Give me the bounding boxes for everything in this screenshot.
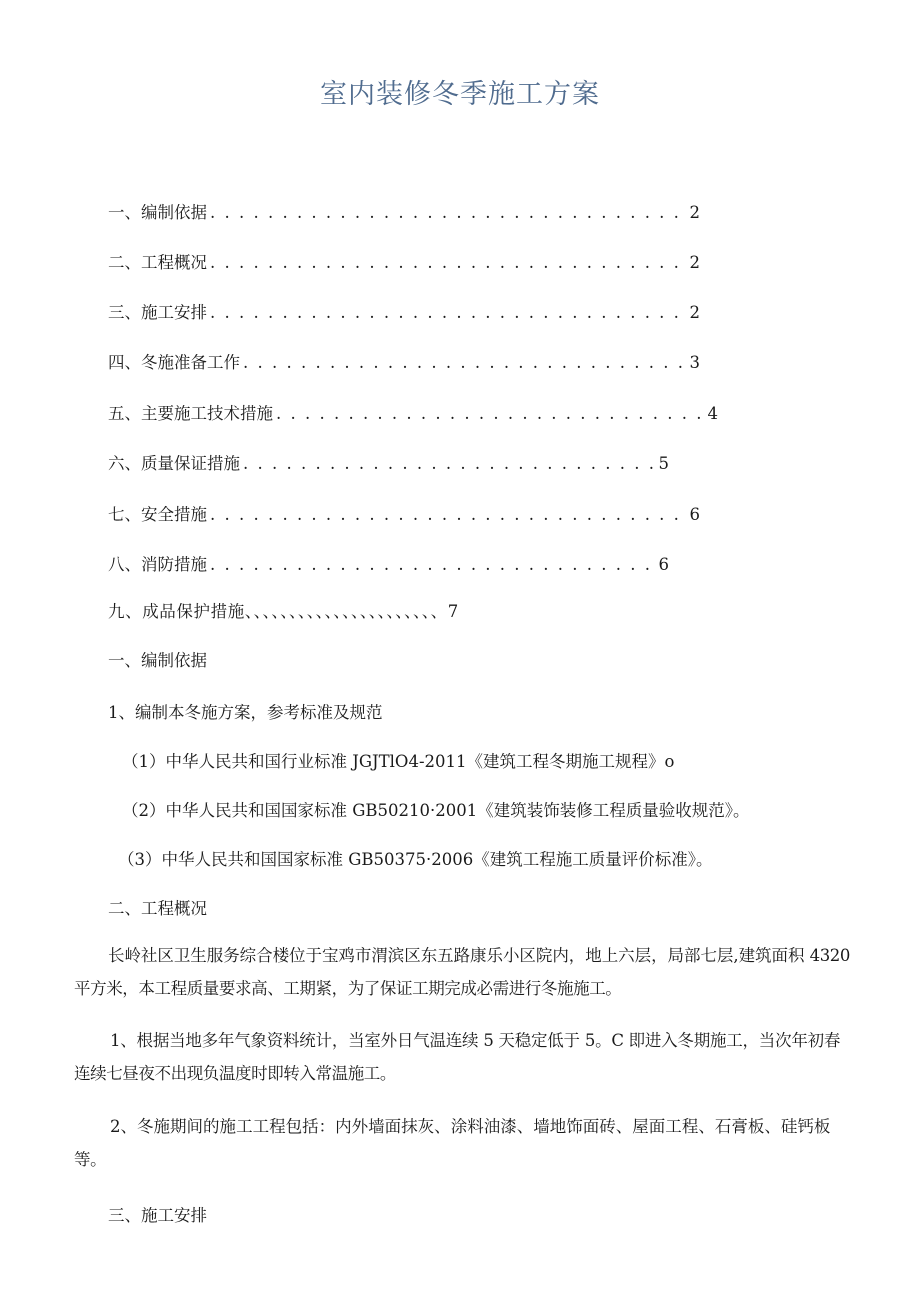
toc-page: 3 [689, 353, 700, 372]
toc-item[interactable] [108, 252, 700, 274]
paragraph: 长岭社区卫生服务综合楼位于宝鸡市渭滨区东五路康乐小区院内，地上六层，局部七层,建筑面积 4320 平方米，本工程质量要求高、工期紧，为了保证工期完成必需进行冬施施工。 [74, 946, 850, 998]
toc-page: 2 [689, 303, 700, 322]
subsection-heading: 1、编制本冬施方案，参考标准及规范 [108, 703, 383, 722]
toc-item[interactable] [108, 554, 669, 576]
toc-page: 2 [689, 253, 700, 272]
paragraph: 1、根据当地多年气象资料统计，当室外日气温连续 5 天稳定低于 5。C 即进入冬期施工，当次年初春连续七昼夜不出现负温度时即转入常温施工。 [74, 1031, 840, 1083]
list-item: （1）中华人民共和国行业标准 JGJTlO4-2011《建筑工程冬期施工规程》o [122, 752, 675, 771]
section-heading: 三、施工安排 [108, 1206, 207, 1225]
section-heading: 一、编制依据 [108, 651, 207, 670]
toc-label: 五、主要施工技术措施 [108, 404, 273, 423]
toc-label: 七、安全措施 [108, 505, 207, 524]
toc-label: 八、消防措施 [108, 555, 207, 574]
toc-item[interactable] [108, 352, 700, 374]
toc-item[interactable] [108, 403, 718, 425]
list-item: （2）中华人民共和国国家标准 GB50210·2001《建筑装饰装修工程质量验收规范》。 [122, 801, 750, 820]
list-item: （3）中华人民共和国国家标准 GB50375·2006《建筑工程施工质量评价标准》。 [118, 850, 713, 869]
toc-label: 六、质量保证措施 [108, 454, 240, 473]
document-title: 室内装修冬季施工方案 [320, 79, 600, 110]
section-heading: 二、工程概况 [108, 899, 207, 918]
toc-label: 四、冬施准备工作 [108, 353, 240, 372]
toc-page: 6 [689, 505, 700, 524]
toc-page: 5 [658, 454, 669, 473]
toc-page: 2 [689, 203, 700, 222]
toc-item[interactable] [108, 202, 700, 224]
toc-item[interactable] [108, 504, 700, 526]
toc-page: 4 [707, 404, 718, 423]
toc-label: 二、工程概况 [108, 253, 207, 272]
toc-item[interactable] [108, 453, 669, 475]
paragraph: 2、冬施期间的施工工程包括：内外墙面抹灰、涂料油漆、墙地饰面砖、屋面工程、石膏板、硅钙板等。 [74, 1117, 830, 1169]
toc-label: 三、施工安排 [108, 303, 207, 322]
toc-item[interactable] [108, 302, 700, 324]
toc-item[interactable]: 九、成品保护措施、、、、、、、、、、、、、、、、、、、、、、7 [108, 602, 459, 621]
toc-label: 一、编制依据 [108, 203, 207, 222]
toc-page: 6 [658, 555, 669, 574]
